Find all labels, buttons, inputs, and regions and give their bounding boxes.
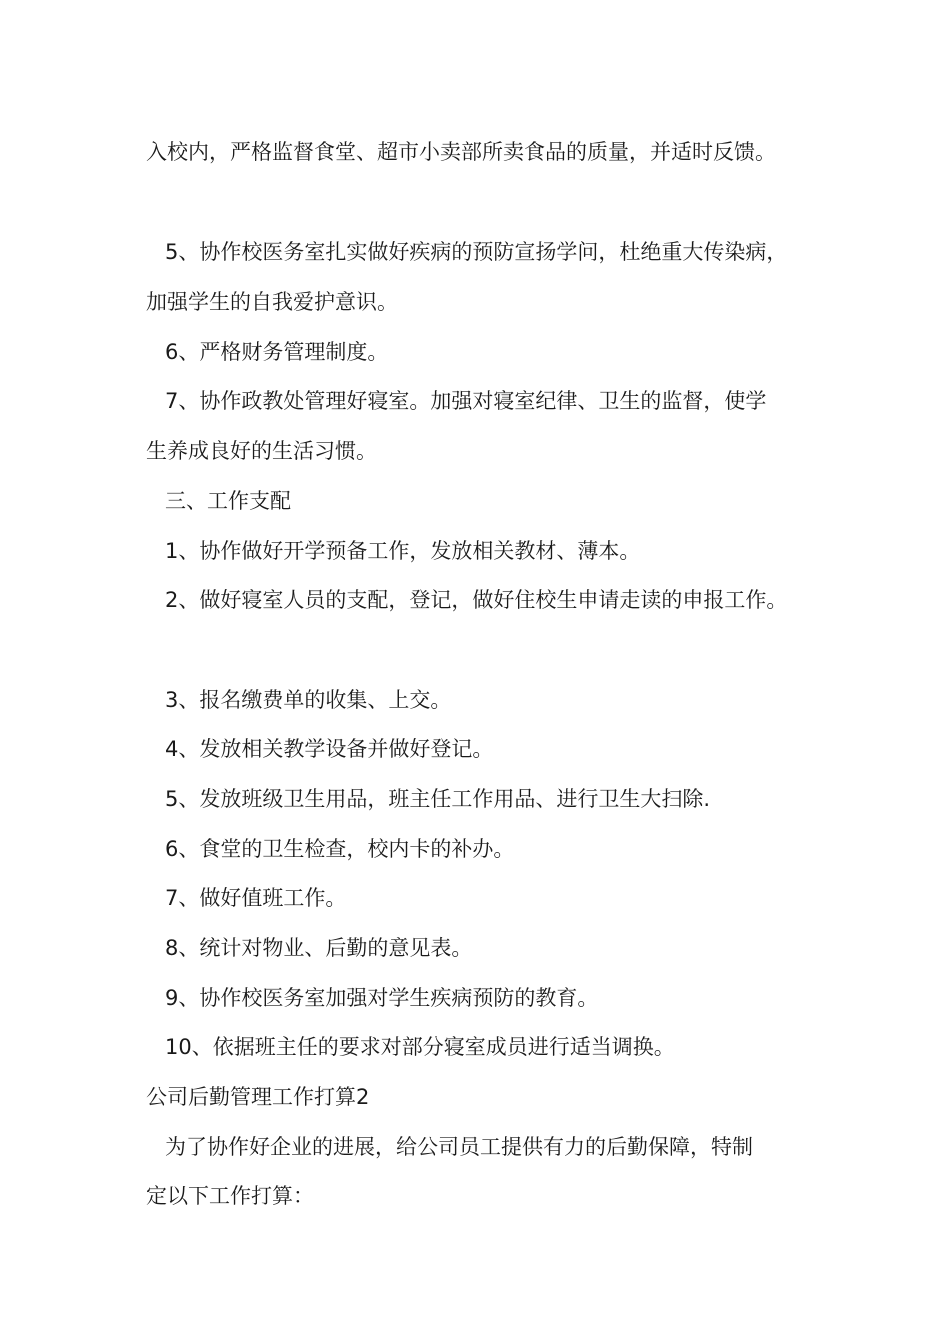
text-line: 6、严格财务管理制度。 (165, 340, 389, 364)
text-line: 5、发放班级卫生用品，班主任工作用品、进行卫生大扫除. (165, 787, 711, 811)
text-line: 1、协作做好开学预备工作，发放相关教材、薄本。 (165, 539, 641, 563)
text-line: 加强学生的自我爱护意识。 (146, 290, 398, 314)
text-line: 3、报名缴费单的收集、上交。 (165, 688, 452, 712)
text-line: 4、发放相关教学设备并做好登记。 (165, 737, 494, 761)
document-title: 公司后勤管理工作打算2 (146, 1085, 370, 1109)
text-line: 7、做好值班工作。 (165, 886, 347, 910)
text-line: 8、统计对物业、后勤的意见表。 (165, 936, 473, 960)
text-line: 入校内，严格监督食堂、超市小卖部所卖食品的质量，并适时反馈。 (146, 140, 776, 164)
text-line: 7、协作政教处管理好寝室。加强对寝室纪律、卫生的监督，使学 (165, 389, 767, 413)
text-line: 6、食堂的卫生检查，校内卡的补办。 (165, 837, 515, 861)
text-line: 9、协作校医务室加强对学生疾病预防的教育。 (165, 986, 599, 1010)
text-line: 为了协作好企业的进展，给公司员工提供有力的后勤保障，特制 (165, 1135, 753, 1159)
text-line: 2、做好寝室人员的支配，登记，做好住校生申请走读的申报工作。 (165, 588, 788, 612)
text-line: 定以下工作打算： (146, 1184, 314, 1208)
section-heading: 三、工作支配 (165, 489, 291, 513)
text-line: 5、协作校医务室扎实做好疾病的预防宣扬学问，杜绝重大传染病， (165, 240, 788, 264)
text-line: 10、依据班主任的要求对部分寝室成员进行适当调换。 (165, 1035, 675, 1059)
text-line: 生养成良好的生活习惯。 (146, 439, 377, 463)
